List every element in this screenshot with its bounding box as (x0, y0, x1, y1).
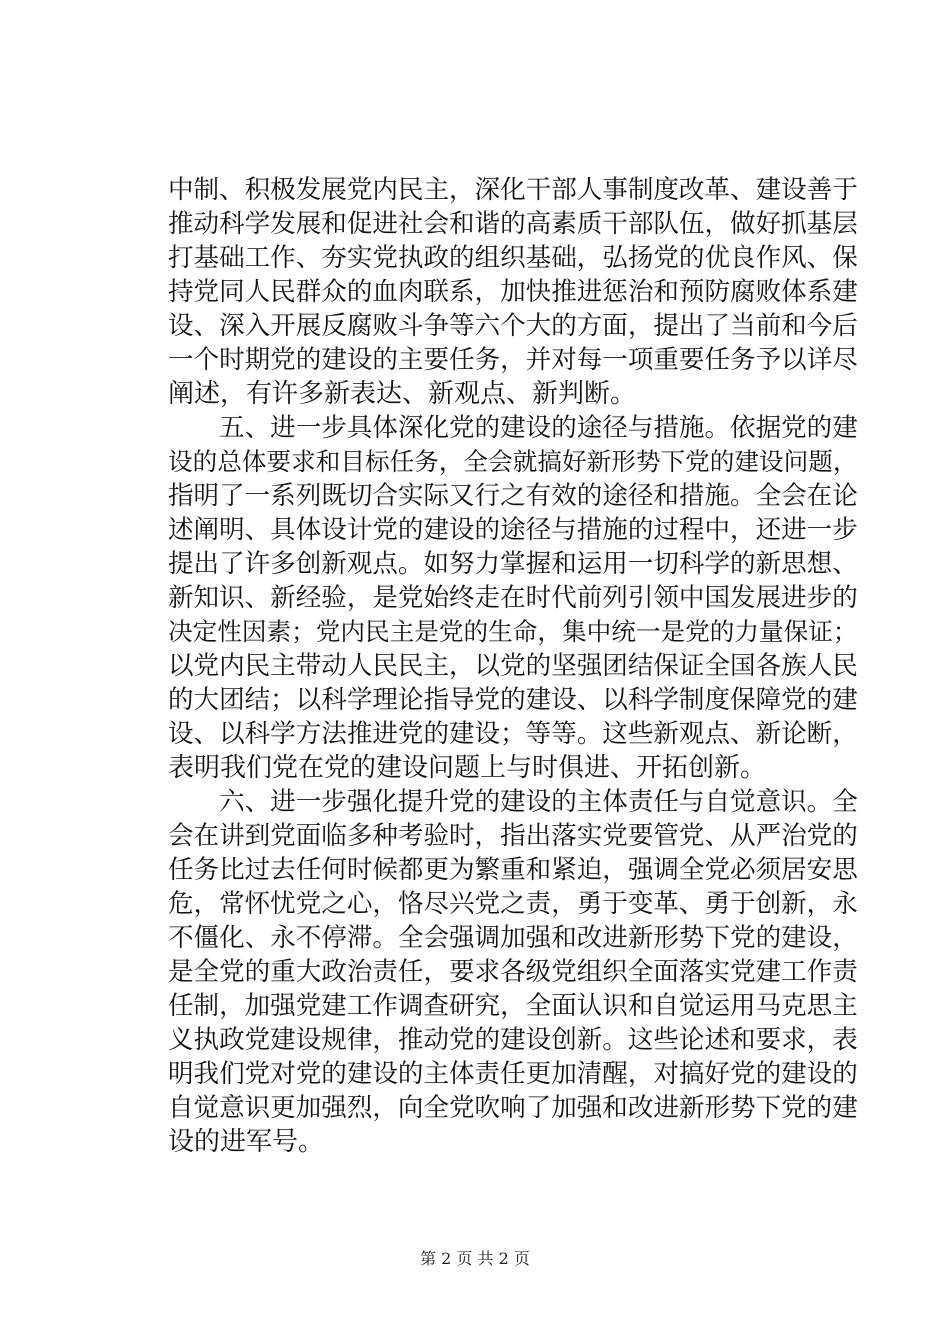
text-line: 五、进一步具体深化党的建设的途径与措施。依据党的建 (168, 413, 858, 443)
text-line: 不僵化、永不停滞。全会强调加强和改进新形势下党的建设， (168, 923, 858, 953)
text-line: 六、进一步强化提升党的建设的主体责任与自觉意识。全 (168, 787, 858, 817)
text-line: 一个时期党的建设的主要任务，并对每一项重要任务予以详尽 (168, 345, 858, 375)
text-line: 设的总体要求和目标任务，全会就搞好新形势下党的建设问题， (168, 447, 858, 476)
body-text (168, 173, 858, 1159)
text-line: 推动科学发展和促进社会和谐的高素质干部队伍，做好抓基层 (168, 209, 858, 239)
text-line: 危，常怀忧党之心，恪尽兴党之责，勇于变革、勇于创新，永 (168, 889, 858, 919)
text-line: 提出了许多创新观点。如努力掌握和运用一切科学的新思想、 (168, 549, 858, 579)
text-line: 明我们党对党的建设的主体责任更加清醒，对搞好党的建设的 (168, 1059, 858, 1089)
text-line: 设、深入开展反腐败斗争等六个大的方面，提出了当前和今后 (168, 311, 858, 341)
text-line: 的大团结；以科学理论指导党的建设、以科学制度保障党的建 (168, 685, 858, 715)
text-line: 决定性因素；党内民主是党的生命，集中统一是党的力量保证； (168, 617, 858, 646)
text-line: 任制，加强党建工作调查研究，全面认识和自觉运用马克思主 (168, 991, 858, 1021)
text-line: 会在讲到党面临多种考验时，指出落实党要管党、从严治党的 (168, 821, 858, 851)
text-line: 指明了一系列既切合实际又行之有效的途径和措施。全会在论 (168, 481, 858, 511)
text-line: 设的进军号。 (168, 1127, 325, 1157)
text-line: 设、以科学方法推进党的建设；等等。这些新观点、新论断， (168, 719, 858, 749)
text-line: 任务比过去任何时候都更为繁重和紧迫，强调全党必须居安思 (168, 855, 858, 885)
text-line: 阐述，有许多新表达、新观点、新判断。 (168, 379, 637, 409)
page-footer: 第 2 页 共 2 页 (420, 1249, 530, 1268)
text-line: 自觉意识更加强烈，向全党吹响了加强和改进新形势下党的建 (168, 1093, 858, 1123)
text-line: 义执政党建设规律，推动党的建设创新。这些论述和要求，表 (168, 1025, 858, 1055)
text-line: 以党内民主带动人民民主，以党的坚强团结保证全国各族人民 (168, 651, 858, 681)
text-line: 是全党的重大政治责任，要求各级党组织全面落实党建工作责 (168, 957, 858, 987)
text-line: 持党同人民群众的血肉联系，加快推进惩治和预防腐败体系建 (168, 277, 858, 307)
text-line: 述阐明、具体设计党的建设的途径与措施的过程中，还进一步 (168, 515, 858, 545)
text-line: 新知识、新经验，是党始终走在时代前列引领中国发展进步的 (168, 583, 858, 613)
text-line: 中制、积极发展党内民主，深化干部人事制度改革、建设善于 (168, 175, 858, 205)
text-line: 打基础工作、夯实党执政的组织基础，弘扬党的优良作风、保 (168, 243, 858, 273)
text-line: 表明我们党在党的建设问题上与时俱进、开拓创新。 (168, 753, 767, 783)
